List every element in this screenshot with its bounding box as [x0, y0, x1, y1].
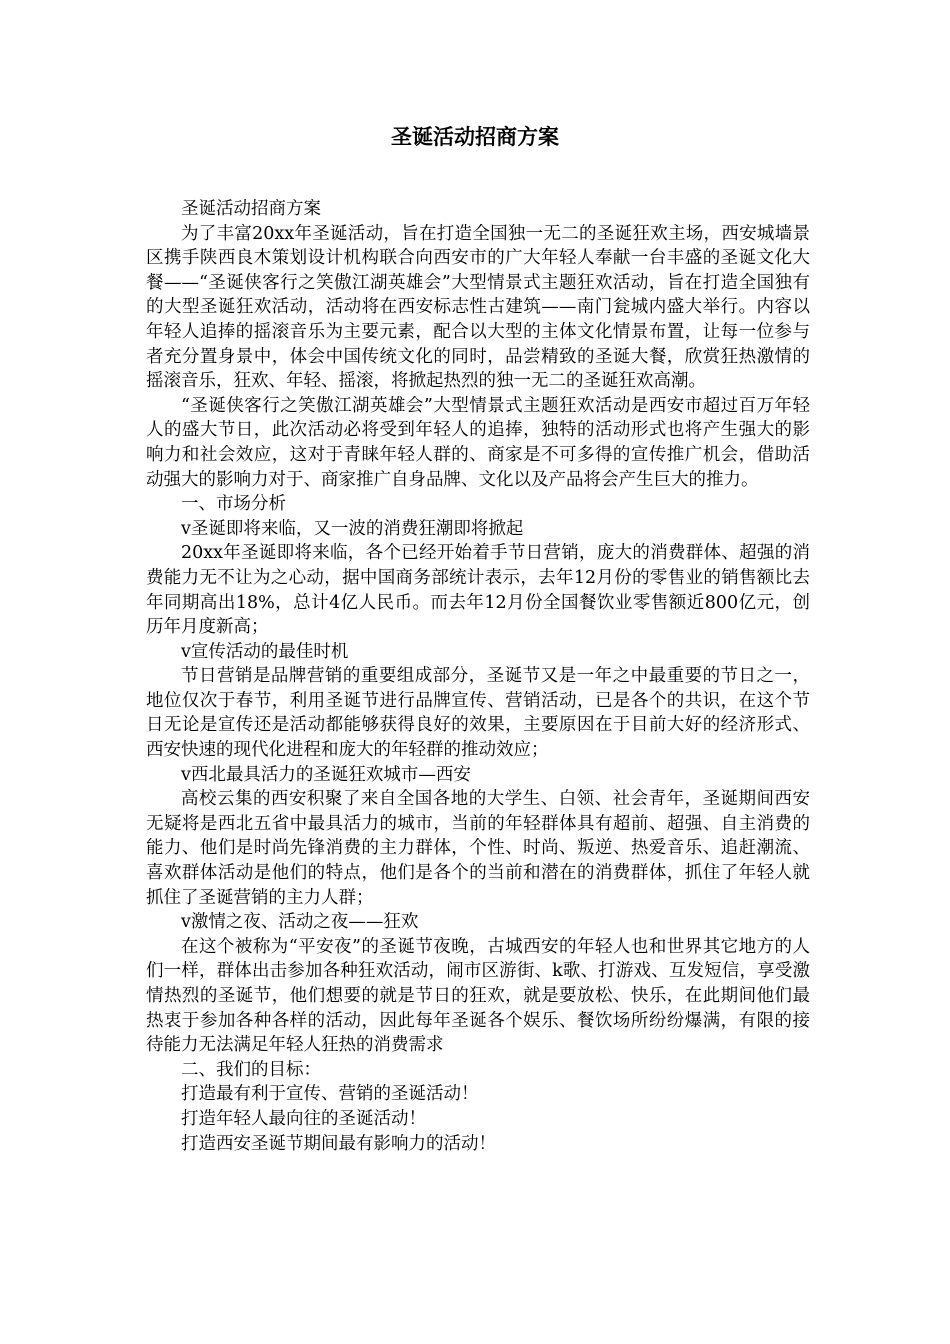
subheading-best-timing: v宣传活动的最佳时机 [181, 641, 349, 662]
subheading-xian-city: v西北最具活力的圣诞狂欢城市—西安 [181, 764, 471, 785]
document-body [146, 197, 810, 1156]
section-heading-goals: 二、我们的目标： [181, 1059, 321, 1080]
paragraph-xian-city: 高校云集的西安积聚了来自全国各地的大学生、白领、社会青年，圣诞期间西安无疑将是西北五省中最具活力的城市，当前的年轻群体具有超前、超强、自主消费的能力、他们是时尚先锋消费的主力群体，个性、时尚、叛逆、热爱音乐、追赶潮流、喜欢群体活动是他们的特点，他们是各个的当前和潜在的消费群体，抓住了年轻人就抓住了圣诞营销的主力人群； [146, 789, 810, 908]
paragraph-best-timing: 节日营销是品牌营销的重要组成部分，圣诞节又是一年之中最重要的节日之一，地位仅次于春节，利用圣诞节进行品牌宣传、营销活动，已是各个的共识，在这个节日无论是宣传还是活动都能够获得良好的效果，主要原因在于目前大好的经济形式、西安快速的现代化进程和庞大的年轻群的推动效应； [146, 666, 810, 761]
paragraph-subtitle: 圣诞活动招商方案 [181, 199, 321, 219]
paragraph-carnival-night: 在这个被称为“平安夜”的圣诞节夜晚，古城西安的年轻人也和世界其它地方的人们一样，群体出击参加各种狂欢活动，闹市区游街、k歌、打游戏、互发短信，享受激情热烈的圣诞节，他们想要的就是节日的狂欢，就是要放松、快乐，在此期间他们最热衷于参加各种各样的活动，因此每年圣诞各个娱乐、餐饮场所纷纷爆满，有限的接待能力无法满足年轻人狂热的消费需求 [146, 936, 810, 1056]
goal-item: 打造最有利于宣传、营销的圣诞活动！ [181, 1084, 479, 1105]
document-title: 圣诞活动招商方案 [391, 124, 559, 149]
paragraph-event-impact: “圣诞侠客行之笑傲江湖英雄会”大型情景式主题狂欢活动是西安市超过百万年轻人的盛大节日，此次活动必将受到年轻人的追捧，独特的活动形式也将产生强大的影响力和社会效应，这对于青睐年轻人群的、商家是不可多得的宣传推广机会，借助活动强大的影响力对于、商家推广自身品牌、文化以及产品将会产生巨大的推力。 [146, 395, 810, 490]
subheading-consumer-wave: v圣诞即将来临，又一波的消费狂潮即将掀起 [181, 518, 524, 539]
paragraph-intro: 为了丰富20xx年圣诞活动，旨在打造全国独一无二的圣诞狂欢主场，西安城墙景区携手陕西良木策划设计机构联合向西安市的广大年轻人奉献一台丰盛的圣诞文化大餐——“圣诞侠客行之笑傲江湖英雄会”大型情景式主题狂欢活动，旨在打造全国独有的大型圣诞狂欢活动，活动将在西安标志性古建筑——南门瓮城内盛大举行。内容以年轻人追捧的摇滚音乐为主要元素，配合以大型的主体文化情景布置，让每一位参与者充分置身景中，体会中国传统文化的同时，品尝精致的圣诞大餐，欣赏狂热激情的摇滚音乐，狂欢、年轻、摇滚，将掀起热烈的独一无二的圣诞狂欢高潮。 [146, 223, 810, 392]
goal-item: 打造西安圣诞节期间最有影响力的活动！ [181, 1133, 496, 1154]
goal-item: 打造年轻人最向往的圣诞活动！ [181, 1108, 426, 1129]
section-heading-market-analysis: 一、市场分析 [181, 494, 286, 515]
subheading-carnival-night: v激情之夜、活动之夜——狂欢 [181, 912, 419, 933]
paragraph-consumer-wave: 20xx年圣诞即将来临，各个已经开始着手节日营销，庞大的消费群体、超强的消费能力无不让为之心动，据中国商务部统计表示，去年12月份的零售业的销售额比去年同期高出18%，总计4亿人民币。而去年12月份全国餐饮业零售额近800亿元，创历年月度新高； [146, 543, 810, 638]
